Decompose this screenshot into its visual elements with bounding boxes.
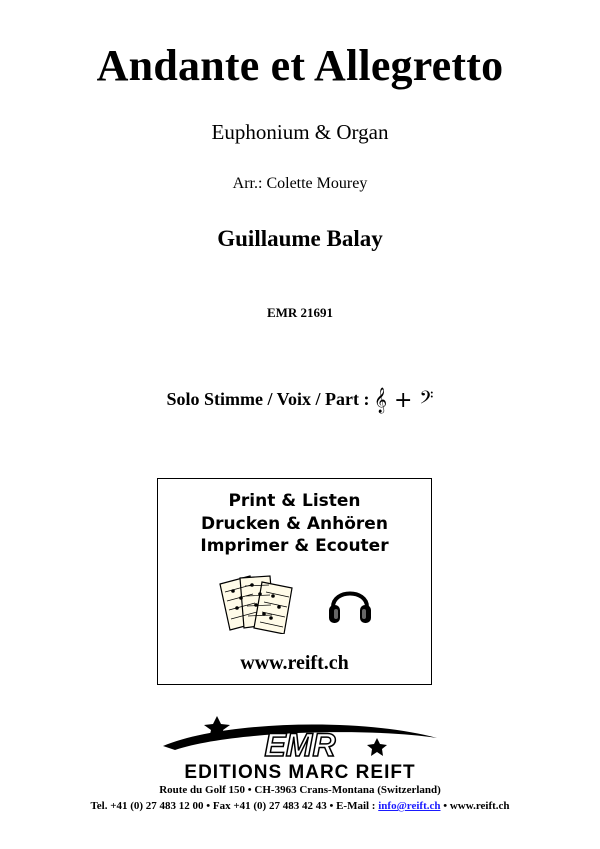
publisher-name: EDITIONS MARC REIFT	[184, 762, 416, 782]
contact-phone-fax: Tel. +41 (0) 27 483 12 00 • Fax +41 (0) 27 483 42 43 • E-Mail :	[90, 800, 379, 812]
part-line	[0, 388, 600, 413]
arranger: Arr.: Colette Mourey	[232, 175, 368, 192]
contact-website[interactable]: • www.reift.ch	[440, 800, 510, 812]
composer: Guillaume Balay	[217, 226, 383, 251]
publisher-contact	[0, 800, 600, 812]
clef-icons: 𝄞 + 𝄢	[373, 388, 434, 413]
instrumentation: Euphonium & Organ	[211, 120, 389, 144]
emr-logo	[155, 716, 445, 782]
promo-line-en: Print & Listen	[228, 491, 361, 511]
print-listen-box	[157, 478, 432, 685]
catalog-number: EMR 21691	[266, 305, 334, 320]
email-link[interactable]: info@reift.ch	[378, 800, 441, 812]
page-title: Andante et Allegretto	[96, 41, 504, 90]
promo-line-de: Drucken & Anhören	[201, 513, 388, 534]
sheet-music-icon	[216, 572, 298, 634]
publisher-address: Route du Golf 150 • CH-3963 Crans-Montana (Switzerland)	[159, 784, 441, 796]
headphones-icon	[326, 579, 374, 627]
promo-lines	[158, 490, 431, 558]
part-label: Solo Stimme / Voix / Part :	[166, 389, 370, 409]
promo-url[interactable]: www.reift.ch	[240, 652, 349, 674]
promo-line-fr: Imprimer & Ecouter	[200, 536, 389, 556]
emr-logo-text: EMR	[264, 727, 336, 763]
